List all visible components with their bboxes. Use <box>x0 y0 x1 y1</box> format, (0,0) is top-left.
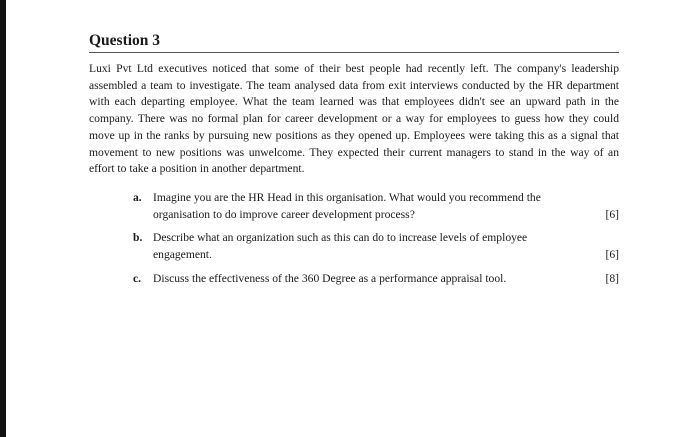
sub-question-list <box>133 190 619 288</box>
marks-label: [6] <box>605 248 619 262</box>
sub-question-text: engagement. <box>153 248 212 262</box>
sub-question-letter: a. <box>133 190 142 204</box>
sub-question-b <box>133 230 619 263</box>
left-edge-bar <box>0 0 6 437</box>
marks-label: [6] <box>605 207 619 221</box>
sub-question-text: Discuss the effectiveness of the 360 Degree as a performance appraisal tool. <box>153 271 507 285</box>
sub-question-text: Imagine you are the HR Head in this organisation. What would you recommend the <box>153 190 541 204</box>
sub-question-letter: c. <box>133 271 142 285</box>
sub-question-text: organisation to do improve career development process? <box>153 207 415 221</box>
sub-question-c <box>133 271 619 288</box>
sub-question-text: Describe what an organization such as this can do to increase levels of employee <box>153 231 528 245</box>
marks-label: [8] <box>605 271 619 285</box>
case-paragraph: Luxi Pvt Ltd executives noticed that some of their best people had recently left. The company's leadership assembled a team to investigate. The team analysed data from exit interviews conducted by the HR department with each departing employee. What the team learned was that employees didn't see an upward path in the company. There was no formal plan for career development or a way for employees to guess how they could move up in the ranks by pursuing new positions as they opened up. Employees were taking this as a signal that movement to new positions was unwelcome. They expected their current managers to stand in the way of an effort to take a position in another department. <box>89 62 619 176</box>
question-sheet <box>89 32 619 294</box>
sub-question-letter: b. <box>133 231 143 245</box>
sub-question-a <box>133 190 619 223</box>
question-title: Question 3 <box>89 32 619 53</box>
